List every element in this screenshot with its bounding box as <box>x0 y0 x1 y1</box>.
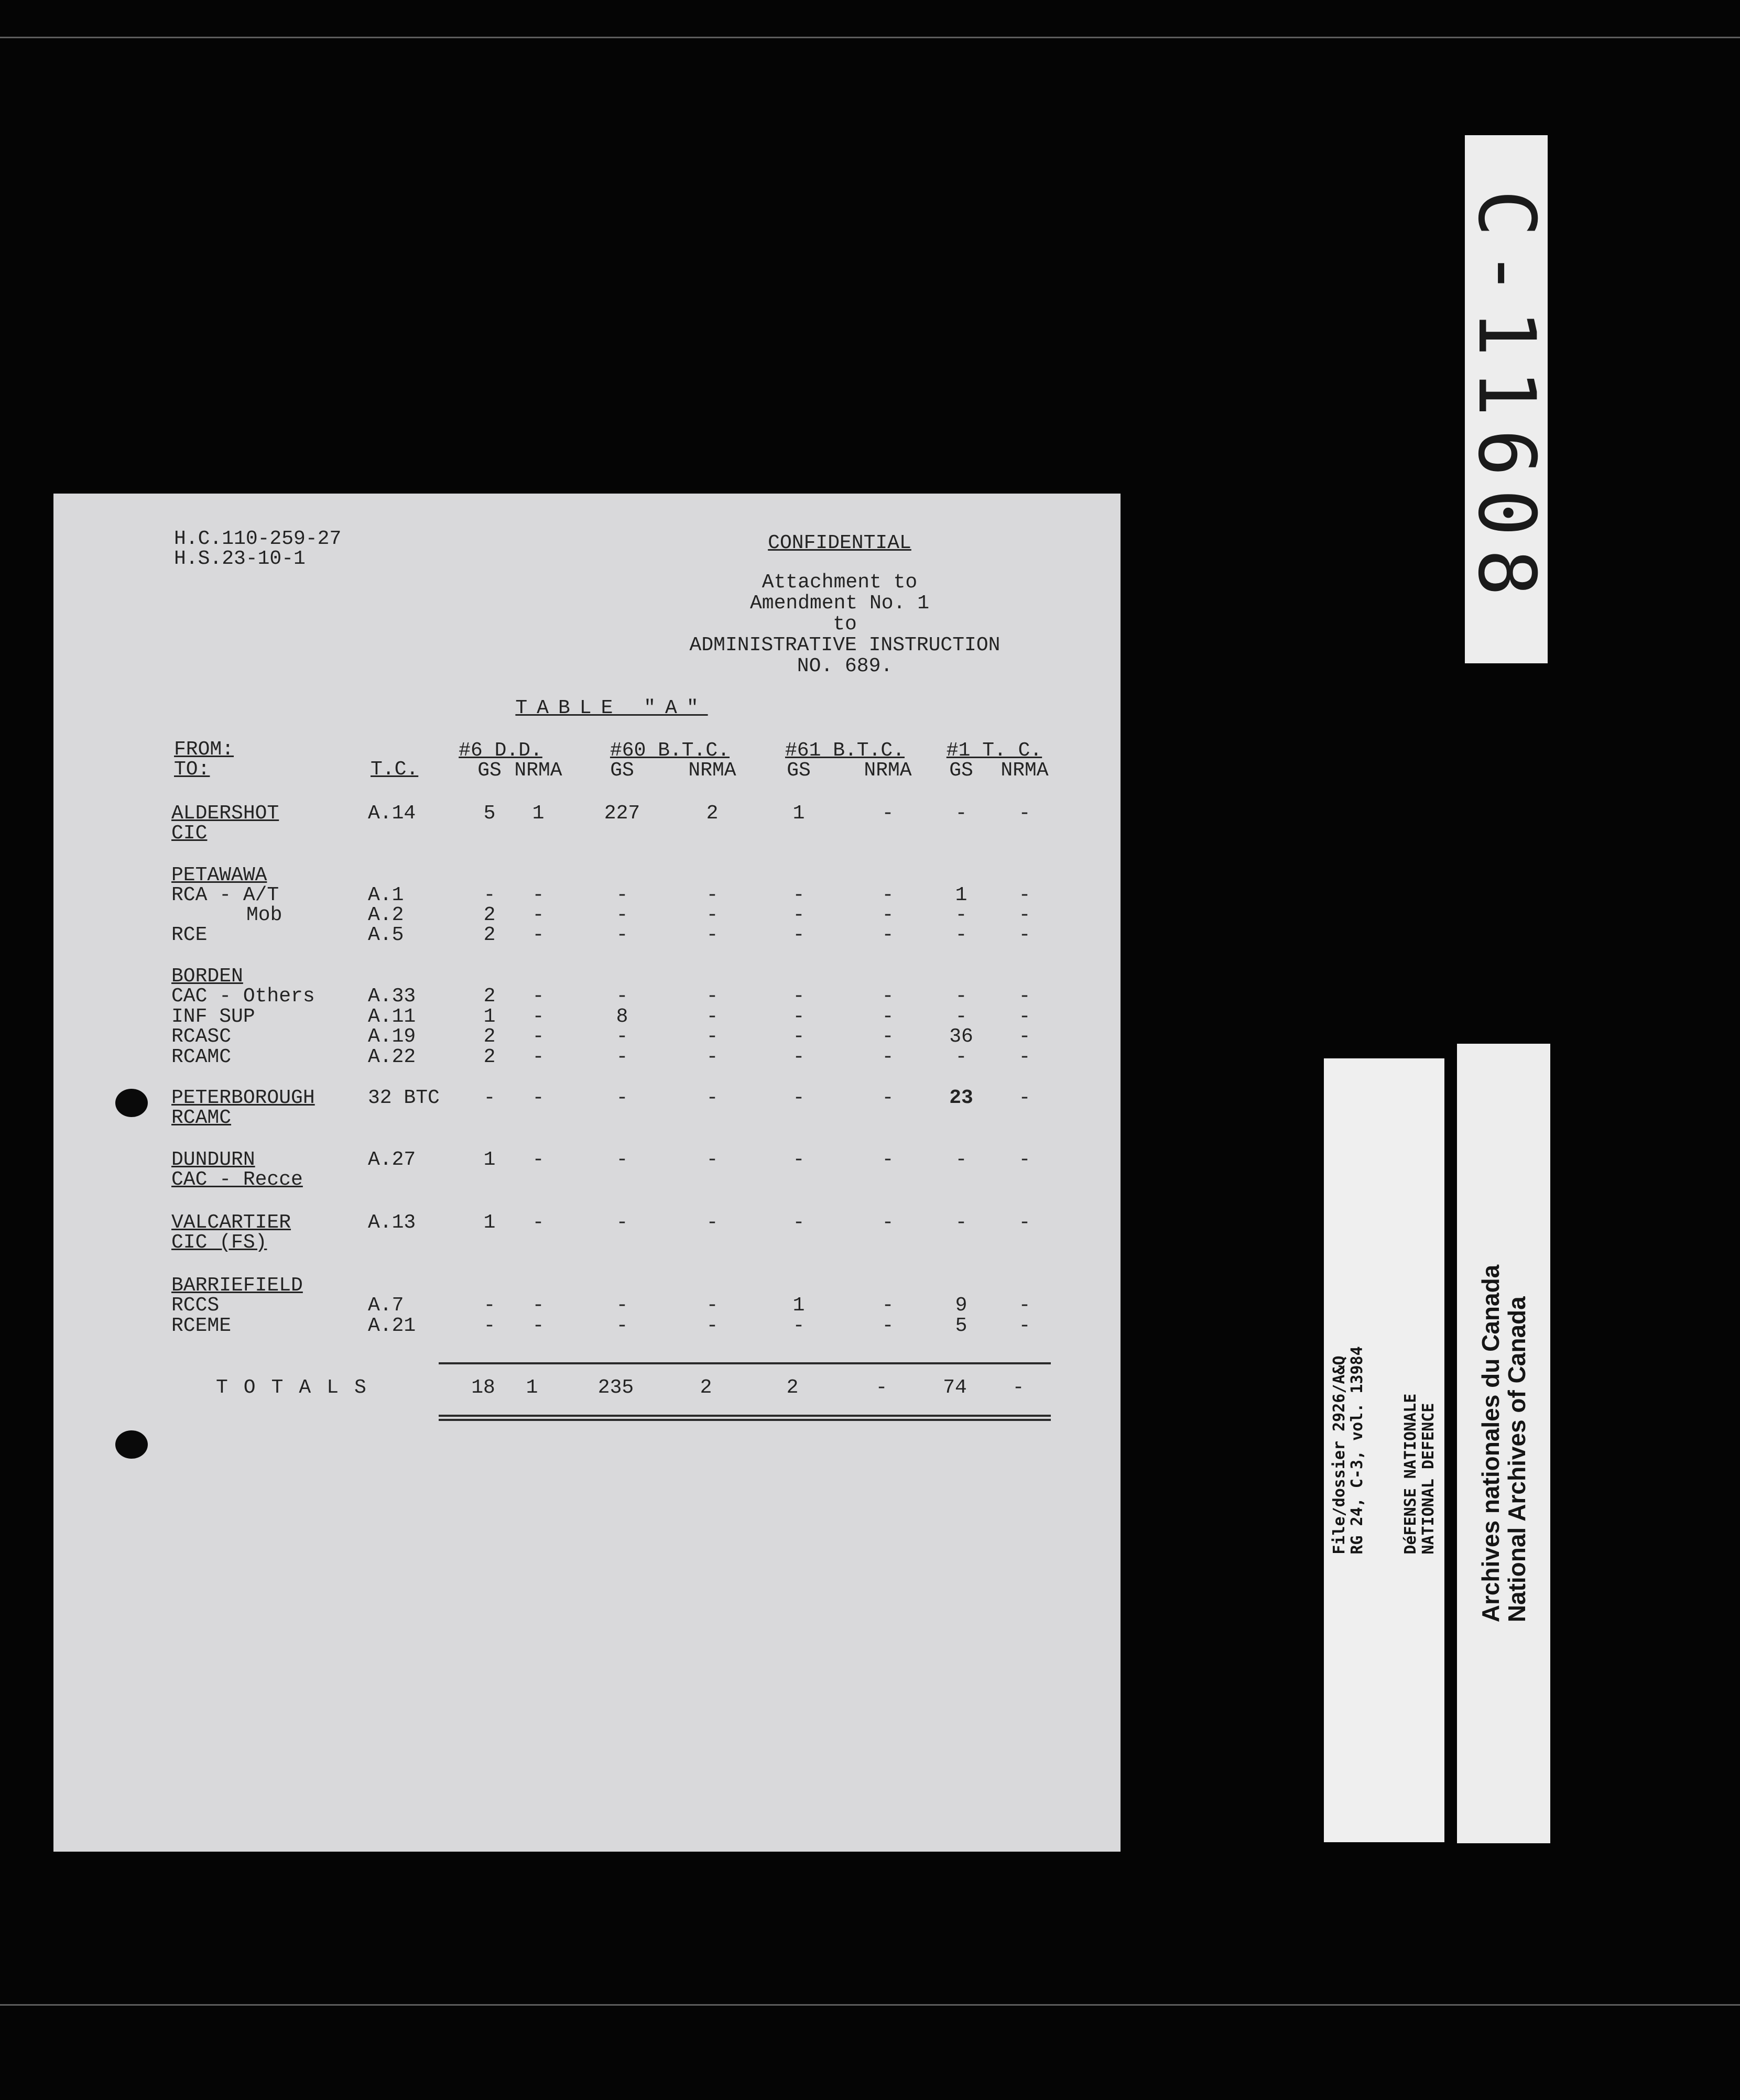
training-centre: A.27 <box>368 1149 416 1171</box>
table-cell: - <box>1018 924 1031 946</box>
table-cell: - <box>882 924 894 946</box>
to-unit: CAC - Others <box>171 985 315 1008</box>
table-cell: - <box>882 884 894 906</box>
table-cell: - <box>792 904 805 926</box>
table-cell: - <box>1018 1211 1031 1234</box>
table-cell: - <box>1018 884 1031 906</box>
table-cell: - <box>792 884 805 906</box>
attachment-line: Amendment No. 1 <box>749 592 930 615</box>
table-cell: - <box>1018 1025 1031 1048</box>
attachment-line: NO. 689. <box>797 655 893 677</box>
table-cell: - <box>955 1149 967 1171</box>
frame-number: C-11608 <box>1461 189 1552 609</box>
to-unit: RCAMC <box>171 1046 232 1068</box>
total-cell: - <box>875 1376 888 1399</box>
table-cell: 227 <box>604 802 640 825</box>
table-cell: - <box>882 1315 894 1337</box>
table-cell: - <box>792 1046 805 1068</box>
training-centre: A.11 <box>368 1005 416 1028</box>
attachment-line: ADMINISTRATIVE INSTRUCTION <box>689 634 1000 657</box>
training-centre: 32 BTC <box>368 1087 440 1109</box>
table-cell: - <box>532 884 545 906</box>
to-unit: RCCS <box>171 1294 220 1317</box>
table-cell: - <box>483 1087 496 1109</box>
table-cell: - <box>882 1046 894 1068</box>
table-cell: - <box>792 1149 805 1171</box>
table-cell: - <box>1018 1087 1031 1109</box>
table-cell: - <box>706 904 719 926</box>
attachment-line: to <box>833 613 857 636</box>
table-cell: - <box>1018 1149 1031 1171</box>
totals-label: TOTALS <box>216 1376 382 1399</box>
table-cell: - <box>882 904 894 926</box>
table-cell: - <box>706 1046 719 1068</box>
table-cell: - <box>955 1211 967 1234</box>
table-cell: - <box>792 985 805 1008</box>
subcolumn-header: GS <box>949 759 973 782</box>
table-cell: 5 <box>483 802 496 825</box>
group-header: #61 B.T.C. <box>785 739 905 762</box>
attachment-line: Attachment to <box>762 571 918 594</box>
table-cell: - <box>882 802 894 825</box>
table-cell: - <box>792 1211 805 1234</box>
table-cell: 1 <box>483 1005 496 1028</box>
table-cell: - <box>706 1315 719 1337</box>
table-cell: - <box>616 1211 628 1234</box>
double-rule <box>439 1415 1051 1417</box>
subcolumn-header: GS <box>610 759 634 782</box>
table-cell: - <box>792 1005 805 1028</box>
classification-heading: CONFIDENTIAL <box>768 532 911 554</box>
archives-name-fr: Archives nationales du Canada <box>1477 1264 1504 1623</box>
from-location: BORDEN <box>171 965 243 988</box>
table-cell: 2 <box>483 924 496 946</box>
to-unit: RCASC <box>171 1025 232 1048</box>
table-cell: - <box>1018 1046 1031 1068</box>
department-line: NATIONAL DEFENCE <box>1419 1403 1438 1555</box>
from-location: DUNDURN <box>171 1149 255 1171</box>
table-cell: 23 <box>949 1087 973 1109</box>
table-cell: 2 <box>483 985 496 1008</box>
table-cell: - <box>1018 1294 1031 1317</box>
from-location: PETAWAWA <box>171 864 267 887</box>
table-cell: - <box>616 1149 628 1171</box>
training-centre: A.5 <box>368 924 404 946</box>
subcolumn-header: NRMA <box>688 759 736 782</box>
table-cell: - <box>532 1315 545 1337</box>
table-cell: - <box>1018 985 1031 1008</box>
archives-name-en: National Archives of Canada <box>1503 1296 1530 1623</box>
table-cell: 1 <box>532 802 545 825</box>
to-unit: CIC <box>171 822 208 845</box>
to-unit: INF SUP <box>171 1005 255 1028</box>
table-cell: - <box>532 904 545 926</box>
table-cell: - <box>1018 802 1031 825</box>
table-cell: - <box>616 985 628 1008</box>
table-cell: - <box>616 1315 628 1337</box>
table-cell: - <box>616 1046 628 1068</box>
total-cell: 235 <box>597 1376 634 1399</box>
table-cell: - <box>616 884 628 906</box>
total-cell: 18 <box>471 1376 495 1399</box>
table-cell: - <box>532 1211 545 1234</box>
from-location: VALCARTIER <box>171 1211 291 1234</box>
table-cell: 9 <box>955 1294 967 1317</box>
table-cell: - <box>792 1315 805 1337</box>
from-location: BARRIEFIELD <box>171 1274 303 1297</box>
table-cell: - <box>1018 1005 1031 1028</box>
table-cell: - <box>882 1211 894 1234</box>
double-rule <box>439 1419 1051 1421</box>
table-cell: - <box>955 1046 967 1068</box>
subcolumn-header: NRMA <box>864 759 912 782</box>
to-unit: RCAMC <box>171 1107 232 1129</box>
training-centre: A.1 <box>368 884 404 906</box>
training-centre: A.2 <box>368 904 404 926</box>
to-unit: RCE <box>171 924 208 946</box>
table-cell: - <box>706 884 719 906</box>
table-cell: - <box>532 1025 545 1048</box>
table-cell: - <box>792 1087 805 1109</box>
table-cell: - <box>955 924 967 946</box>
table-cell: 2 <box>483 1025 496 1048</box>
to-unit: RCEME <box>171 1315 232 1337</box>
film-edge-bottom <box>0 2004 1740 2006</box>
total-cell: 1 <box>526 1376 538 1399</box>
table-cell: - <box>706 1211 719 1234</box>
table-cell: 1 <box>792 802 805 825</box>
table-cell: - <box>532 1005 545 1028</box>
table-cell: - <box>882 1294 894 1317</box>
table-cell: - <box>706 1087 719 1109</box>
table-cell: - <box>483 884 496 906</box>
punch-hole <box>115 1430 148 1459</box>
from-location: ALDERSHOT <box>171 802 279 825</box>
table-cell: - <box>792 1025 805 1048</box>
file-reference: H.S.23-10-1 <box>174 548 306 570</box>
table-cell: - <box>616 1025 628 1048</box>
punch-hole <box>115 1089 148 1117</box>
totals-rule <box>439 1362 1051 1364</box>
table-cell: - <box>532 1149 545 1171</box>
national-archives-label <box>1457 1044 1550 1843</box>
frame-number-strip <box>1461 135 1552 663</box>
subcolumn-header: GS <box>787 759 811 782</box>
total-cell: 2 <box>700 1376 712 1399</box>
tc-column-header: T.C. <box>371 758 419 781</box>
table-cell: - <box>955 1005 967 1028</box>
archive-reference-label <box>1324 1058 1444 1842</box>
table-cell: - <box>532 924 545 946</box>
group-header: #60 B.T.C. <box>610 739 730 762</box>
subcolumn-header: NRMA <box>1000 759 1049 782</box>
training-centre: A.13 <box>368 1211 416 1234</box>
table-cell: - <box>616 924 628 946</box>
table-cell: - <box>616 1294 628 1317</box>
total-cell: - <box>1012 1376 1025 1399</box>
film-edge-top <box>0 37 1740 38</box>
table-cell: - <box>882 985 894 1008</box>
document-page <box>53 494 1121 1852</box>
table-cell: 5 <box>955 1315 967 1337</box>
training-centre: A.19 <box>368 1025 416 1048</box>
reference-line: File/dossier 2926/A&Q <box>1330 1355 1348 1555</box>
total-cell: 2 <box>786 1376 799 1399</box>
training-centre: A.22 <box>368 1046 416 1068</box>
table-cell: - <box>706 1025 719 1048</box>
to-unit: Mob <box>246 904 282 926</box>
table-cell: - <box>483 1294 496 1317</box>
to-label: TO: <box>174 758 210 781</box>
from-location: PETERBOROUGH <box>171 1087 315 1109</box>
to-unit: RCA - A/T <box>171 884 279 906</box>
table-cell: - <box>955 904 967 926</box>
group-header: #1 T. C. <box>946 739 1042 762</box>
training-centre: A.33 <box>368 985 416 1008</box>
department-line: DéFENSE NATIONALE <box>1401 1393 1420 1555</box>
table-cell: - <box>955 802 967 825</box>
training-centre: A.7 <box>368 1294 404 1317</box>
group-header: #6 D.D. <box>459 739 542 762</box>
table-cell: 1 <box>792 1294 805 1317</box>
table-cell: - <box>1018 1315 1031 1337</box>
training-centre: A.21 <box>368 1315 416 1337</box>
table-cell: - <box>616 904 628 926</box>
training-centre: A.14 <box>368 802 416 825</box>
to-unit: CIC (FS) <box>171 1231 267 1254</box>
table-cell: - <box>882 1025 894 1048</box>
table-cell: 1 <box>483 1211 496 1234</box>
table-cell: - <box>706 1149 719 1171</box>
total-cell: 74 <box>943 1376 967 1399</box>
table-cell: 8 <box>616 1005 628 1028</box>
reference-line: RG 24, C-3, vol. 13984 <box>1348 1346 1366 1555</box>
table-cell: - <box>616 1087 628 1109</box>
table-cell: 2 <box>483 1046 496 1068</box>
table-cell: 2 <box>483 904 496 926</box>
table-title: TABLE "A" <box>515 697 708 719</box>
file-reference: H.C.110-259-27 <box>174 528 342 550</box>
table-cell: - <box>532 985 545 1008</box>
table-cell: - <box>706 985 719 1008</box>
table-cell: - <box>706 924 719 946</box>
table-cell: - <box>882 1005 894 1028</box>
table-cell: - <box>882 1087 894 1109</box>
table-cell: - <box>792 924 805 946</box>
table-cell: 1 <box>955 884 967 906</box>
table-cell: 1 <box>483 1149 496 1171</box>
table-cell: - <box>483 1315 496 1337</box>
from-label: FROM: <box>174 738 234 761</box>
table-cell: - <box>532 1046 545 1068</box>
table-cell: - <box>532 1294 545 1317</box>
subcolumn-header: GS <box>477 759 502 782</box>
table-cell: - <box>1018 904 1031 926</box>
table-cell: 36 <box>949 1025 973 1048</box>
table-cell: - <box>532 1087 545 1109</box>
subcolumn-header: NRMA <box>514 759 562 782</box>
table-cell: 2 <box>706 802 719 825</box>
to-unit: CAC - Recce <box>171 1168 303 1191</box>
table-cell: - <box>882 1149 894 1171</box>
table-cell: - <box>706 1005 719 1028</box>
table-cell: - <box>706 1294 719 1317</box>
table-cell: - <box>955 985 967 1008</box>
